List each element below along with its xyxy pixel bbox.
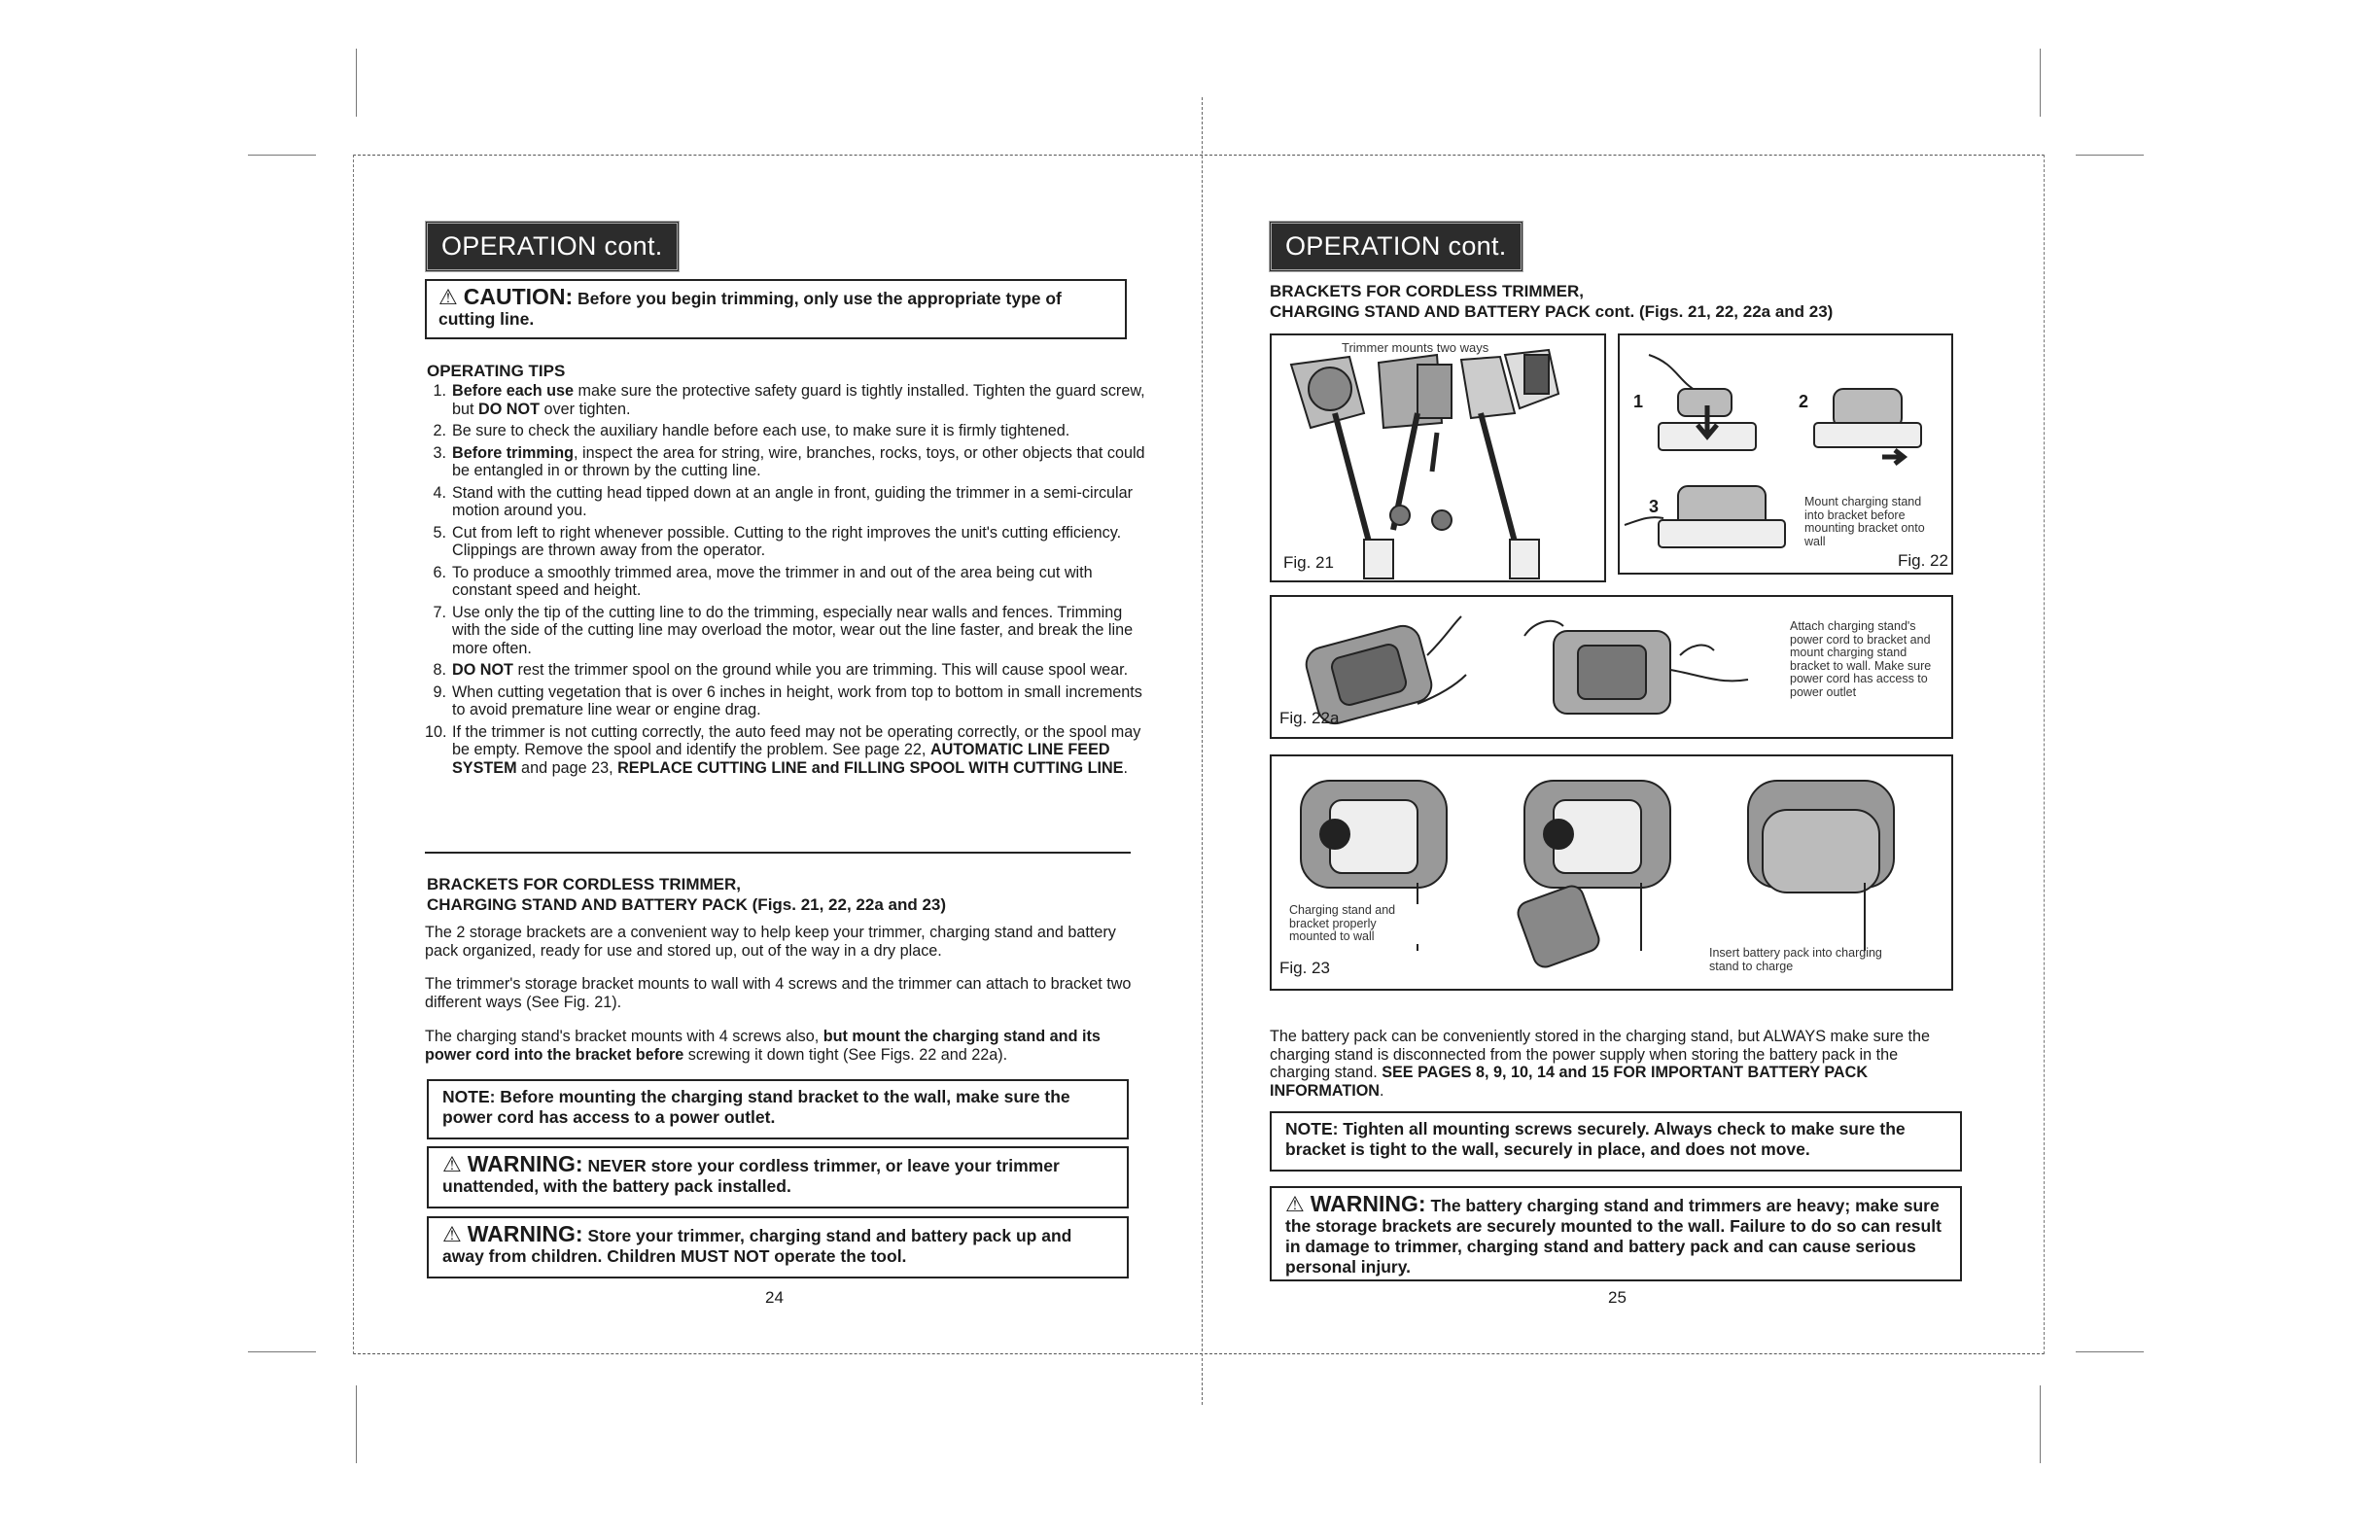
tip-number: 4. (433, 483, 446, 502)
fig22-label: Fig. 22 (1898, 551, 1948, 570)
note-box: NOTE: Before mounting the charging stand bracket to the wall, make sure the power cord has access to a power outlet. (427, 1079, 1129, 1139)
warning-word: WARNING: (467, 1221, 583, 1246)
tip-number: 3. (433, 443, 446, 462)
tip-item: 9. When cutting vegetation that is over 6 inches in height, work from top to bottom in small increments to avoid premature line wear or engine drag. (425, 683, 1150, 719)
figure-22a (1270, 595, 1953, 739)
tip-item: 10. If the trimmer is not cutting correctly, the auto feed may not be operating correctly, or the spool may be empty. Remove the spool and identify the problem. See page 22, AUTOMATIC LINE FEED SYSTEM and page 23, REPLACE CUTTING LINE and FILLING SPOOL WITH CUTTING LINE. (425, 722, 1141, 777)
right-brackets-title (1270, 281, 1833, 322)
tip-number: 10. (425, 722, 447, 741)
brackets-para-2: The trimmer's storage bracket mounts to wall with 4 screws and the trimmer can attach to bracket two different ways (See Fig. 21). (425, 975, 1132, 1011)
fig22-caption: Mount charging stand into bracket before mounting bracket onto wall (1804, 495, 1925, 548)
caution-box (425, 279, 1127, 339)
brackets-para-1: The 2 storage brackets are a convenient way to help keep your trimmer, charging stand and battery pack organized, ready for use and stored up, out of the way in a dry place. (425, 924, 1116, 960)
warning-text: NEVER store your cordless trimmer, or leave your trimmer unattended, with the battery pack installed. (442, 1156, 1060, 1196)
right-warning-box (1270, 1186, 1962, 1281)
warning-triangle-icon: ⚠ (442, 1152, 462, 1176)
tip-item: 5. Cut from left to right whenever possible. Cutting to the right improves the unit's cutting efficiency. Clippings are thrown away from the operator. (425, 524, 1150, 560)
tip-item: 6. To produce a smoothly trimmed area, move the trimmer in and out of the area being cut with constant speed and height. (425, 564, 1150, 600)
right-section-header: OPERATION cont. (1269, 221, 1523, 272)
crop-mark (2076, 1351, 2144, 1352)
fig21-caption: Trimmer mounts two ways (1342, 340, 1489, 355)
para3-text: The charging stand's bracket mounts with 4 screws also, (425, 1028, 823, 1045)
warning-box-2 (427, 1216, 1129, 1278)
brackets-title-line2: CHARGING STAND AND BATTERY PACK (Figs. 21, 22, 22a and 23) (427, 895, 947, 914)
battery-para-text: The battery pack can be conveniently stored in the charging stand, but ALWAYS make sure the charging stand is disconnected from the power supply when storing the battery pack in the charging stand. (1270, 1028, 1931, 1081)
tip-item: 3. Before trimming, inspect the area for string, wire, branches, rocks, toys, or other objects that could be entangled in or thrown by the cutting line. (425, 444, 1150, 480)
right-note-box: NOTE: Tighten all mounting screws securely. Always check to make sure the bracket is tight to the wall, securely in place, and does not move. (1270, 1111, 1962, 1172)
crop-mark (356, 1385, 357, 1463)
operating-tips-title: OPERATING TIPS (427, 362, 566, 380)
tip-number: 8. (433, 661, 446, 679)
warning-triangle-icon: ⚠ (442, 1222, 462, 1246)
fig23-label: Fig. 23 (1279, 959, 1330, 977)
tip-item: 1. Before each use make sure the protective safety guard is tightly installed. Tighten the guard screw, but DO NOT over tighten. (425, 382, 1150, 418)
section-divider (425, 852, 1131, 854)
crop-mark (2040, 49, 2041, 117)
tip-item: 2. Be sure to check the auxiliary handle before each use, to make sure it is firmly tightened. (425, 422, 1150, 440)
warning-triangle-icon: ⚠ (1285, 1192, 1305, 1216)
right-title-line1: BRACKETS FOR CORDLESS TRIMMER, (1270, 282, 1584, 300)
fig22a-caption: Attach charging stand's power cord to bracket and mount charging stand bracket to wall. Make sure power cord has access to power outlet (1790, 619, 1932, 699)
crop-mark (2076, 155, 2144, 156)
para3-text-end: screwing it down tight (See Figs. 22 and 22a). (683, 1045, 1008, 1064)
crop-mark (248, 1351, 316, 1352)
battery-storage-para (1270, 1028, 1962, 1100)
fig23-caption-2: Insert battery pack into charging stand to charge (1709, 946, 1882, 973)
right-title-line2: CHARGING STAND AND BATTERY PACK cont. (Figs. 21, 22, 22a and 23) (1270, 302, 1834, 321)
warning-word: WARNING: (1310, 1191, 1426, 1216)
fig21-label: Fig. 21 (1279, 551, 1338, 575)
crop-mark (356, 49, 357, 117)
figure-23 (1270, 754, 1953, 991)
tip-item: 7. Use only the tip of the cutting line to do the trimming, especially near walls and fences. Trimming with the side of the cutting line may overload the motor, wear out the line faster, and break the line more often. (425, 604, 1150, 658)
warning-word: WARNING: (467, 1151, 583, 1176)
para3-bold: but mount the charging stand and its power cord into the bracket before (425, 1028, 1101, 1064)
brackets-title (427, 874, 946, 915)
brackets-para-3 (425, 1028, 1139, 1064)
tip-number: 7. (433, 603, 446, 621)
warning-box-1 (427, 1146, 1129, 1208)
page-number-left: 24 (765, 1288, 784, 1307)
brackets-title-line1: BRACKETS FOR CORDLESS TRIMMER, (427, 875, 741, 893)
figure-22 (1618, 333, 1953, 575)
tip-number: 9. (433, 682, 446, 701)
warning-triangle-icon: ⚠ (438, 285, 458, 309)
tip-number: 5. (433, 523, 446, 542)
fig22a-label: Fig. 22a (1279, 709, 1340, 727)
left-section-header: OPERATION cont. (425, 221, 680, 272)
crop-mark (248, 155, 316, 156)
tip-item: 4. Stand with the cutting head tipped down at an angle in front, guiding the trimmer in a semi-circular motion around you. (425, 484, 1150, 520)
fig23-caption-1: Charging stand and bracket properly mounted to wall (1289, 904, 1425, 944)
caution-word: CAUTION: (463, 284, 574, 309)
battery-para-bold: SEE PAGES 8, 9, 10, 14 and 15 FOR IMPORTANT BATTERY PACK INFORMATION (1270, 1064, 1869, 1100)
operating-tips-list (425, 382, 1150, 781)
warning-text: The battery charging stand and trimmers are heavy; make sure the storage brackets are securely mounted to the wall. Failure to do so can result in damage to trimmer, charging stand and battery pack and can cause serious personal injury. (1285, 1196, 1942, 1277)
page-number-right: 25 (1608, 1288, 1627, 1307)
warning-text: Store your trimmer, charging stand and battery pack up and away from children. Children MUST NOT operate the tool. (442, 1226, 1072, 1266)
tip-item: 8. DO NOT rest the trimmer spool on the ground while you are trimming. This will cause spool wear. (425, 661, 1150, 680)
caution-text-2: cutting line. (438, 309, 535, 329)
fold-line (1202, 97, 1203, 1405)
crop-mark (2040, 1385, 2041, 1463)
fig22-step-2: 2 (1799, 392, 1809, 411)
battery-para-end: . (1380, 1081, 1384, 1100)
fig22-step-3: 3 (1649, 497, 1660, 516)
tip-number: 6. (433, 563, 446, 581)
figure-21 (1270, 333, 1606, 582)
tip-number: 1. (433, 382, 446, 400)
fig22-step-1: 1 (1633, 392, 1644, 411)
tip-number: 2. (433, 422, 446, 439)
trimmer-illustration (1272, 335, 1606, 582)
caution-text: Before you begin trimming, only use the appropriate type of (578, 289, 1062, 308)
